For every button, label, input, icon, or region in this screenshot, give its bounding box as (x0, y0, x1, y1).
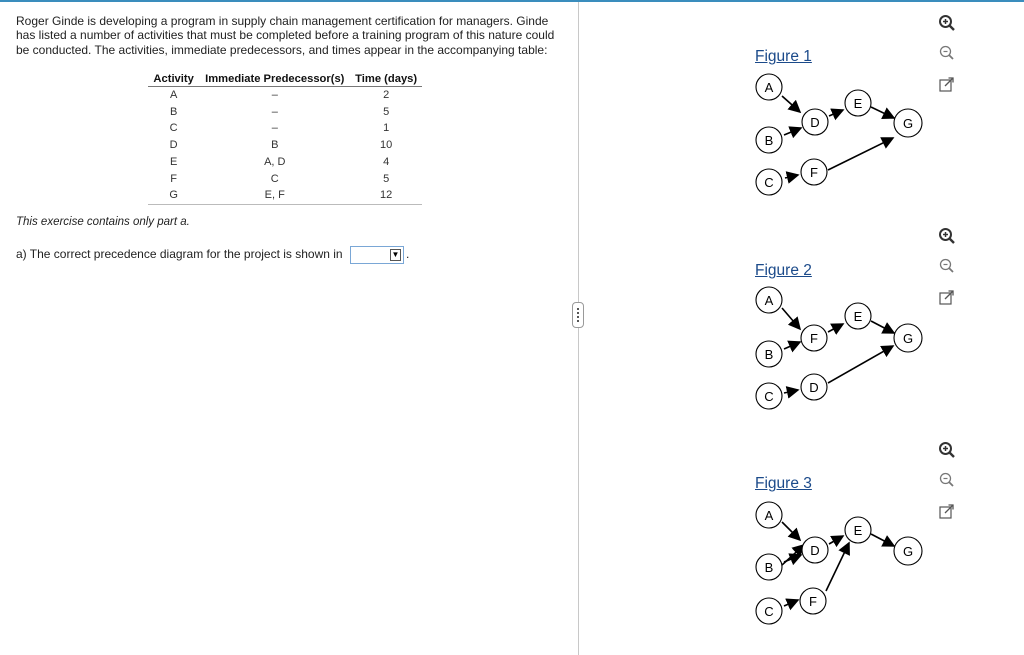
figure-3-title[interactable]: Figure 3 (755, 475, 812, 492)
figure-1 (752, 48, 932, 213)
edge-b-f (784, 342, 800, 349)
svg-text:A: A (764, 508, 774, 523)
node-c (756, 169, 782, 195)
problem-intro: Roger Ginde is developing a program in supply chain management certification for managers. Ginde has listed a number of activities that must be completed before a training program of this nature could be conducted. The activities, immediate predecessors, and times appear in the accompanying table: (16, 14, 555, 57)
cell-activity: G (148, 187, 199, 204)
cell-predecessors: – (271, 89, 278, 101)
node-g (894, 537, 922, 565)
svg-text:B: B (764, 560, 774, 575)
figure-1-edges (782, 96, 894, 178)
table-row (148, 87, 422, 104)
svg-text:E: E (853, 96, 863, 111)
figure-2-title[interactable]: Figure 2 (755, 262, 812, 279)
cell-activity: D (169, 139, 178, 152)
cell-activity: A (169, 89, 178, 101)
edge-a-d (782, 522, 800, 540)
node-d (802, 537, 828, 563)
cell-activity: E (169, 155, 178, 168)
open-new-window-icon[interactable] (936, 287, 958, 309)
svg-text:G: G (902, 331, 914, 346)
edge-c-f (785, 175, 798, 178)
node-c (756, 598, 782, 624)
svg-text:F: F (810, 331, 818, 346)
table-row (148, 154, 422, 171)
svg-text:F: F (810, 165, 818, 180)
open-new-window-icon[interactable] (936, 74, 958, 96)
edge-f-g (828, 138, 893, 170)
figure-1-diagram (752, 48, 932, 213)
edge-d-e (829, 536, 843, 544)
edge-a-f (782, 308, 800, 329)
svg-text:D: D (810, 543, 820, 558)
node-f (801, 325, 827, 351)
open-new-window-icon[interactable] (936, 501, 958, 523)
svg-text:A: A (764, 293, 774, 308)
table-row (148, 187, 422, 204)
activity-table (148, 71, 422, 205)
svg-text:G: G (902, 544, 914, 559)
edge-c-f (784, 600, 798, 606)
cell-time: 12 (350, 187, 422, 204)
cell-time: 5 (383, 172, 390, 185)
table-row (148, 120, 422, 137)
cell-predecessors: C (270, 172, 279, 185)
edge-e-g (871, 321, 894, 333)
cell-predecessors: B (271, 139, 279, 152)
zoom-out-icon[interactable] (936, 469, 958, 491)
edge-b-d (784, 128, 801, 135)
figure-1-title[interactable]: Figure 1 (755, 48, 812, 65)
figure-2-edges (782, 308, 894, 393)
zoom-out-icon[interactable] (936, 42, 958, 64)
cell-time: 5 (383, 105, 390, 118)
figure-3-diagram (752, 475, 932, 640)
node-a (756, 74, 782, 100)
node-a (756, 502, 782, 528)
figure-3 (752, 475, 932, 640)
svg-text:A: A (764, 80, 774, 95)
cell-time: 1 (383, 122, 390, 135)
dropdown-arrow-icon[interactable]: ▼ (391, 250, 400, 259)
header-predecessors: Immediate Predecessor(s) (199, 71, 350, 87)
svg-text:C: C (764, 175, 774, 190)
node-a (756, 287, 782, 313)
svg-text:B: B (764, 133, 774, 148)
cell-predecessors: – (271, 105, 278, 118)
header-time: Time (days) (350, 71, 422, 87)
header-activity: Activity (148, 71, 199, 87)
svg-text:D: D (809, 380, 819, 395)
edge-e-g (871, 534, 894, 546)
zoom-in-icon[interactable] (936, 12, 958, 34)
svg-text:E: E (853, 523, 863, 538)
node-g (894, 109, 922, 137)
answer-dropdown[interactable] (350, 246, 404, 264)
cell-predecessors: E, F (199, 187, 350, 204)
node-d (802, 109, 828, 135)
node-e (845, 90, 871, 116)
figure-3-edges (782, 522, 894, 606)
node-g (894, 324, 922, 352)
edge-a-d (782, 96, 800, 112)
question-line (16, 246, 409, 264)
zoom-in-icon[interactable] (936, 225, 958, 247)
drag-dots-icon (577, 308, 579, 322)
edge-c-d (784, 390, 798, 393)
part-note: This exercise contains only part a. (16, 216, 190, 228)
figure-2-nodes (756, 287, 922, 409)
svg-text:C: C (764, 604, 774, 619)
node-b (756, 341, 782, 367)
svg-text:C: C (764, 389, 774, 404)
cell-time: 2 (383, 89, 390, 101)
node-c (756, 383, 782, 409)
zoom-in-icon[interactable] (936, 439, 958, 461)
cell-time: 10 (380, 139, 393, 152)
svg-text:E: E (853, 309, 863, 324)
pane-resize-handle[interactable] (572, 302, 584, 328)
cell-predecessors: – (271, 122, 278, 135)
table-header-row (148, 71, 422, 87)
node-e (845, 517, 871, 543)
figure-2 (752, 262, 932, 427)
svg-text:G: G (902, 116, 914, 131)
node-f (801, 159, 827, 185)
zoom-out-icon[interactable] (936, 255, 958, 277)
table-row (148, 171, 422, 188)
question-pane (0, 2, 578, 655)
pane-divider[interactable] (578, 2, 579, 655)
node-d (801, 374, 827, 400)
edge-f-e (826, 543, 849, 591)
edge-d-e (829, 110, 843, 116)
edge-f-e (828, 324, 843, 332)
question-text: a) The correct precedence diagram for the project is shown in (16, 247, 343, 262)
table-row (148, 104, 422, 121)
edge-d-g (828, 346, 893, 383)
node-f (800, 588, 826, 614)
svg-text:F: F (809, 594, 817, 609)
cell-predecessors: A, D (264, 155, 286, 168)
node-b (756, 127, 782, 153)
figure-1-nodes (756, 74, 922, 195)
cell-activity: B (169, 105, 178, 118)
node-b (756, 554, 782, 580)
svg-text:D: D (810, 115, 820, 130)
question-period: . (405, 247, 410, 262)
svg-text:B: B (764, 347, 774, 362)
node-e (845, 303, 871, 329)
figure-2-diagram (752, 262, 932, 427)
cell-time: 4 (383, 155, 390, 168)
table-row (148, 137, 422, 154)
cell-activity: F (170, 172, 177, 185)
edge-e-g (871, 107, 894, 118)
cell-activity: C (169, 122, 178, 135)
